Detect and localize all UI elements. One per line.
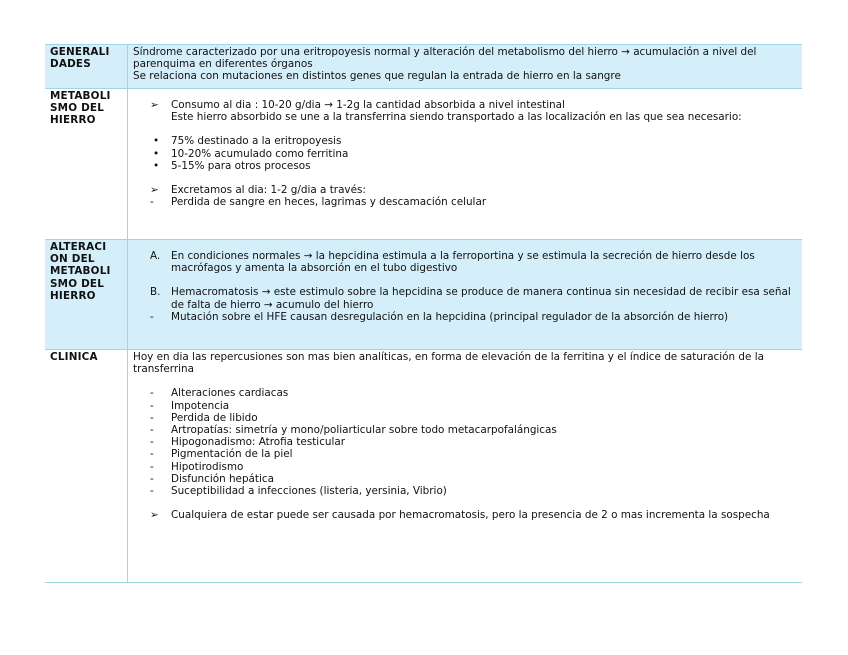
list-item	[133, 436, 799, 448]
mutacion-text: Mutación sobre el HFE causan desregulación en la hepcidina (principal regulador de la absorción de hierro)	[171, 310, 729, 323]
dash-bullet-icon: -	[150, 485, 154, 498]
consumo-item	[133, 99, 799, 123]
row-content-generalidades	[128, 45, 803, 89]
row-label-generalidades: GENERALI DADES	[45, 45, 128, 89]
row-content-metabolismo	[128, 89, 803, 240]
perdida-text: Perdida de sangre en heces, lagrimas y descamación celular	[171, 196, 487, 209]
arrow-bullet-icon: ➢	[150, 99, 159, 111]
hemochromatosis-table	[45, 44, 802, 583]
arrow-bullet-icon: ➢	[150, 509, 159, 522]
row-label-clinica: CLINICA	[45, 350, 128, 583]
dash-bullet-icon: -	[150, 310, 154, 323]
list-item-text: Artropatías: simetría y mono/poliarticular sobre todo metacarpofalángicas	[171, 424, 557, 437]
row-alteraciones	[45, 240, 802, 350]
row-content-alteraciones	[128, 240, 803, 350]
dash-bullet-icon: -	[150, 460, 154, 473]
dash-bullet-icon: -	[150, 424, 154, 437]
list-item	[133, 148, 799, 160]
bullet-icon: •	[153, 135, 160, 148]
alteracion-b-text: Hemacromatosis → este estimulo sobre la hepcidina se produce de manera continua sin necesidad de recibir esa señal de falta de hierro → acumulo del hierro	[171, 286, 791, 311]
dash-bullet-icon: -	[150, 196, 154, 209]
list-item	[133, 135, 799, 147]
list-item	[133, 485, 799, 497]
dash-bullet-icon: -	[150, 411, 154, 424]
document-page	[45, 44, 802, 583]
generalidades-genes: Se relaciona con mutaciones en distintos genes que regulan la entrada de hierro en la sangre	[133, 70, 621, 83]
list-item	[133, 387, 799, 399]
alteracion-a-text: En condiciones normales → la hepcidina estimula a la ferroportina y se estimula la secreción de hierro desde los macrófagos y amenta la absorción en el tubo digestivo	[171, 250, 755, 275]
list-item	[133, 412, 799, 424]
conclusion-item	[133, 509, 799, 521]
row-label-alteraciones: ALTERACI ON DEL METABOLI SMO DEL HIERRO	[45, 240, 128, 350]
row-label-metabolismo: METABOLI SMO DEL HIERRO	[45, 89, 128, 240]
list-item-text: Alteraciones cardiacas	[171, 387, 289, 400]
dash-bullet-icon: -	[150, 387, 154, 400]
excretamos-item	[133, 184, 799, 196]
excretamos-text: Excretamos al dia: 1-2 g/dia a través:	[171, 184, 366, 197]
row-clinica	[45, 350, 802, 583]
list-item	[133, 160, 799, 172]
list-item-text: Hipogonadismo: Atrofia testicular	[171, 436, 346, 449]
list-item	[133, 461, 799, 473]
list-item-text: 75% destinado a la eritropoyesis	[171, 135, 342, 148]
alteracion-a-item	[133, 250, 799, 274]
dash-bullet-icon: -	[150, 436, 154, 449]
generalidades-definition: Síndrome caracterizado por una eritropoyesis normal y alteración del metabolismo del hierro → acumulación a nivel del parenquima en diferentes órganos	[133, 46, 757, 71]
list-item-text: 5-15% para otros procesos	[171, 159, 311, 172]
list-item-text: Suceptibilidad a infecciones (listeria, yersinia, Vibrio)	[171, 485, 447, 498]
list-item-text: Impotencia	[171, 399, 230, 412]
list-item	[133, 473, 799, 485]
list-item-text: Hipotirodismo	[171, 460, 244, 473]
list-item-text: Disfunción hepática	[171, 472, 274, 485]
letter-marker-b: B.	[150, 286, 161, 299]
row-content-clinica	[128, 350, 803, 583]
row-metabolismo	[45, 89, 802, 240]
consumo-continuation: Este hierro absorbido se une a la transferrina siendo transportado a las localización en las que sea necesario:	[171, 111, 742, 124]
letter-marker-a: A.	[150, 250, 161, 262]
list-item	[133, 448, 799, 460]
dash-bullet-icon: -	[150, 472, 154, 485]
clinica-intro: Hoy en dia las repercusiones son mas bien analíticas, en forma de elevación de la ferritina y el índice de saturación de la transferrina	[133, 351, 764, 376]
alteracion-b-item	[133, 286, 799, 310]
list-item	[133, 424, 799, 436]
mutacion-item	[133, 311, 799, 323]
list-item-text: Pigmentación de la piel	[171, 448, 293, 461]
bullet-icon: •	[153, 159, 160, 172]
arrow-bullet-icon: ➢	[150, 184, 159, 197]
dash-bullet-icon: -	[150, 448, 154, 461]
list-item-text: Perdida de libido	[171, 411, 258, 424]
list-item-text: 10-20% acumulado como ferritina	[171, 147, 349, 160]
perdida-item	[133, 196, 799, 208]
conclusion-text: Cualquiera de estar puede ser causada por hemacromatosis, pero la presencia de 2 o mas incrementa la sospecha	[171, 509, 770, 522]
row-generalidades	[45, 45, 802, 89]
dash-bullet-icon: -	[150, 399, 154, 412]
list-item	[133, 400, 799, 412]
consumo-text: Consumo al dia : 10-20 g/dia → 1-2g la cantidad absorbida a nivel intestinal	[171, 99, 565, 111]
bullet-icon: •	[153, 147, 160, 160]
